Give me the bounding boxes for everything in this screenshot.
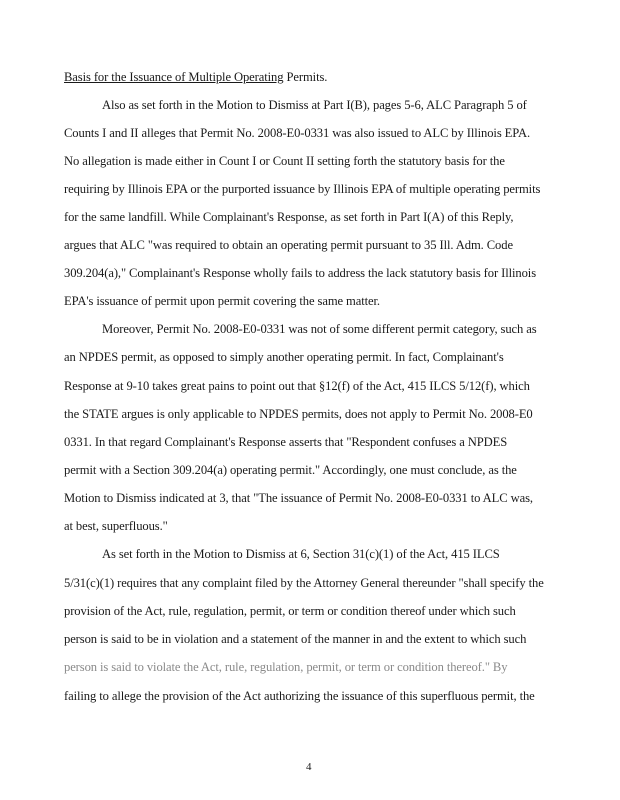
paragraph-line-14: permit with a Section 309.204(a) operating permit." Accordingly, one must conclude, as the	[64, 463, 517, 477]
paragraph-line-1: Also as set forth in the Motion to Dismiss at Part I(B), pages 5-6, ALC Paragraph 5 of	[102, 98, 527, 112]
section-heading	[64, 69, 327, 85]
paragraph-line-13: 0331. In that regard Complainant's Response asserts that "Respondent confuses a NPDES	[64, 435, 508, 449]
paragraph-line-20: person is said to be in violation and a statement of the manner in and the extent to which such	[64, 632, 527, 646]
paragraph-line-7: 309.204(a)," Complainant's Response wholly fails to address the lack statutory basis for Illinois	[64, 266, 536, 280]
paragraph-line-19: provision of the Act, rule, regulation, permit, or term or condition thereof under which such	[64, 604, 516, 618]
paragraph-line-18: 5/31(c)(1) requires that any complaint filed by the Attorney General thereunder "shall specify the	[64, 576, 544, 590]
paragraph-line-3: No allegation is made either in Count I or Count II setting forth the statutory basis for the	[64, 154, 505, 168]
paragraph-line-9: Moreover, Permit No. 2008-E0-0331 was not of some different permit category, such as	[102, 322, 537, 336]
paragraph-line-6: argues that ALC "was required to obtain an operating permit pursuant to 35 Ill. Adm. Code	[64, 238, 513, 252]
paragraph-line-12: the STATE argues is only applicable to NPDES permits, does not apply to Permit No. 2008-E0	[64, 407, 533, 421]
paragraph-line-5: for the same landfill. While Complainant's Response, as set forth in Part I(A) of this Reply,	[64, 210, 514, 224]
paragraph-line-15: Motion to Dismiss indicated at 3, that "The issuance of Permit No. 2008-E0-0331 to ALC was,	[64, 491, 533, 505]
paragraph-line-4: requiring by Illinois EPA or the purported issuance by Illinois EPA of multiple operating permits	[64, 182, 541, 196]
paragraph-line-11: Response at 9-10 takes great pains to point out that §12(f) of the Act, 415 ILCS 5/12(f), which	[64, 379, 530, 393]
paragraph-line-21: person is said to violate the Act, rule, regulation, permit, or term or condition thereof." By	[64, 660, 508, 674]
paragraph-line-17: As set forth in the Motion to Dismiss at 6, Section 31(c)(1) of the Act, 415 ILCS	[102, 547, 500, 561]
section-heading-rest: Permits.	[283, 70, 328, 84]
paragraph-line-8: EPA's issuance of permit upon permit covering the same matter.	[64, 294, 380, 308]
paragraph-line-16: at best, superfluous."	[64, 519, 168, 533]
section-heading-underlined: Basis for the Issuance of Multiple Operating	[64, 70, 284, 84]
paragraph-line-2: Counts I and II alleges that Permit No. 2008-E0-0331 was also issued to ALC by Illinois EPA.	[64, 126, 531, 140]
paragraph-line-22: failing to allege the provision of the Act authorizing the issuance of this superfluous permit, the	[64, 689, 535, 703]
paragraph-line-10: an NPDES permit, as opposed to simply another operating permit. In fact, Complainant's	[64, 350, 504, 364]
page-number: 4	[306, 761, 312, 773]
